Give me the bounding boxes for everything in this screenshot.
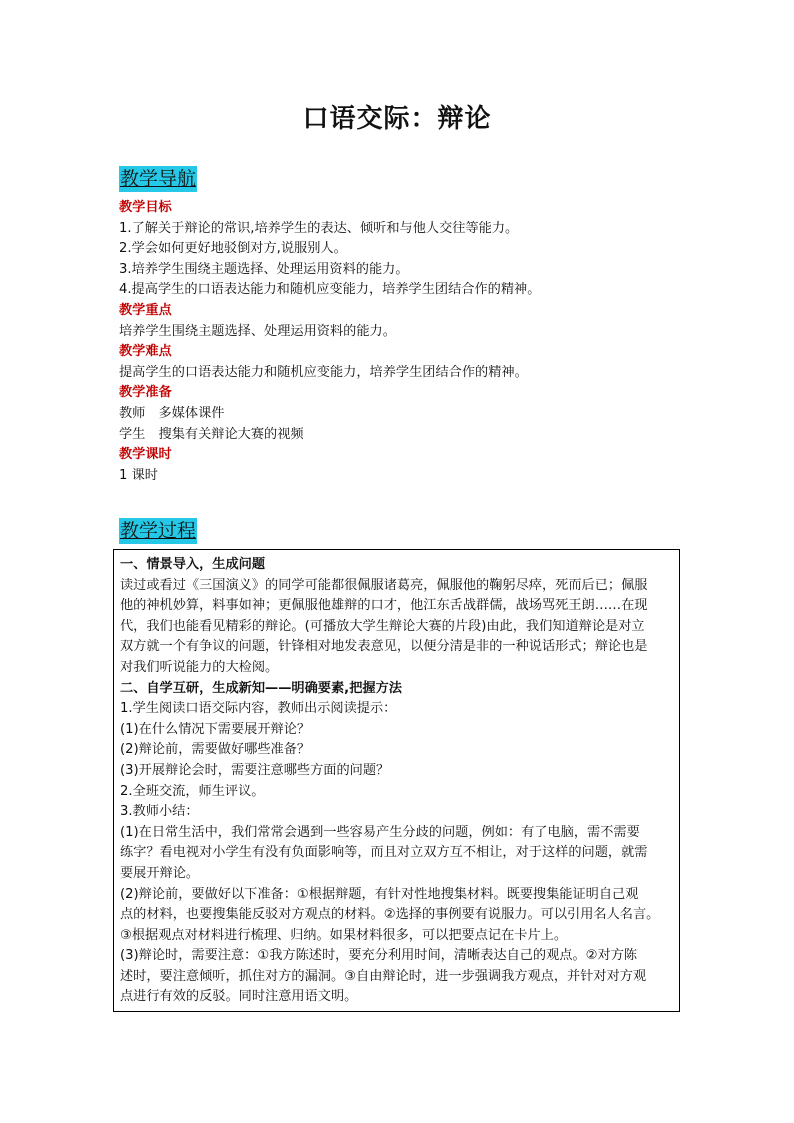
key-point-text: 培养学生围绕主题选择、处理运用资料的能力。 (119, 323, 396, 339)
part2-line: (1)在日常生活中，我们常常会遇到一些容易产生分歧的问题，例如：有了电脑，需不需要 (120, 824, 640, 840)
part2-line: 3.教师小结： (120, 804, 199, 820)
preparation-item: 学生 搜集有关辩论大赛的视频 (119, 426, 304, 442)
preparation-item: 教师 多媒体课件 (119, 405, 225, 421)
key-point-label: 教学重点 (119, 302, 172, 318)
objectives-label: 教学目标 (119, 200, 172, 215)
part1-line: 双方就一个有争议的问题，针锋相对地发表意见，以便分清是非的一种说话形式；辩论也是 (120, 639, 648, 655)
part1-line: 他的神机妙算，料事如神；更佩服他雄辩的口才，他江东舌战群儒，战场骂死王朗……在现 (120, 598, 648, 614)
part2-line: ③根据观点对材料进行梳理、归纳。如果材料很多，可以把要点记在卡片上。 (120, 927, 568, 943)
part2-line: 点的材料，也要搜集能反驳对方观点的材料。②选择的事例要有说服力。可以引用名人名言。 (120, 907, 660, 923)
difficulty-text: 提高学生的口语表达能力和随机应变能力，培养学生团结合作的精神。 (119, 364, 528, 380)
part2-line: (3)辩论时，需要注意：①我方陈述时，要充分利用时间，清晰表达自己的观点。②对方陈 (120, 948, 638, 964)
teaching-navigation-content (119, 198, 689, 486)
part2-line: (3)开展辩论会时，需要注意哪些方面的问题？ (120, 762, 390, 778)
part2-line: 练字？看电视对小学生有没有负面影响等，而且对立双方互不相让，对于这样的问题，就需 (120, 845, 648, 861)
part2-line: 1.学生阅读口语交际内容，教师出示阅读提示： (120, 701, 397, 717)
objective-item: 1.了解关于辩论的常识,培养学生的表达、倾听和与他人交往等能力。 (119, 220, 519, 236)
objective-item: 4.提高学生的口语表达能力和随机应变能力，培养学生团结合作的精神。 (119, 282, 541, 298)
part2-title: 二、自学互研，生成新知——明确要素,把握方法 (120, 680, 402, 696)
part2-line: (1)在什么情况下需要展开辩论？ (120, 721, 311, 737)
objective-item: 3.培养学生围绕主题选择、处理运用资料的能力。 (119, 261, 409, 277)
class-hours-label: 教学课时 (119, 447, 172, 463)
objective-item: 2.学会如何更好地驳倒对方,说服别人。 (119, 241, 347, 257)
part1-line: 代，我们也能看见精彩的辩论。(可播放大学生辩论大赛的片段)由此，我们知道辩论是对立 (120, 618, 645, 634)
part1-title: 一、情景导入，生成问题 (120, 557, 266, 572)
section-heading-teaching-process: 教学过程 (120, 520, 197, 542)
part2-line: (2)辩论前，需要做好哪些准备？ (120, 742, 311, 758)
part2-line: 2.全班交流，师生评议。 (120, 783, 265, 799)
difficulty-label: 教学难点 (119, 344, 172, 360)
part1-line: 读过或看过《三国演义》的同学可能都很佩服诸葛亮，佩服他的鞠躬尽瘁，死而后已；佩服 (120, 577, 648, 593)
part2-line: 要展开辩论。 (120, 865, 200, 881)
teaching-process-box (113, 549, 680, 1012)
part2-line: 述时，要注意倾听，抓住对方的漏洞。③自由辩论时，进一步强调我方观点，并针对对方观 (120, 968, 647, 984)
part2-line: 点进行有效的反驳。同时注意用语文明。 (120, 989, 358, 1005)
page-title: 口语交际：辩论 (302, 104, 492, 134)
part1-line: 对我们听说能力的大检阅。 (120, 659, 279, 675)
preparation-label: 教学准备 (119, 385, 172, 401)
section-heading-teaching-navigation: 教学导航 (120, 168, 197, 190)
class-hours-text: 1 课时 (119, 467, 158, 483)
part2-line: (2)辩论前，要做好以下准备：①根据辩题，有针对性地搜集材料。既要搜集能证明自己观 (120, 886, 639, 902)
